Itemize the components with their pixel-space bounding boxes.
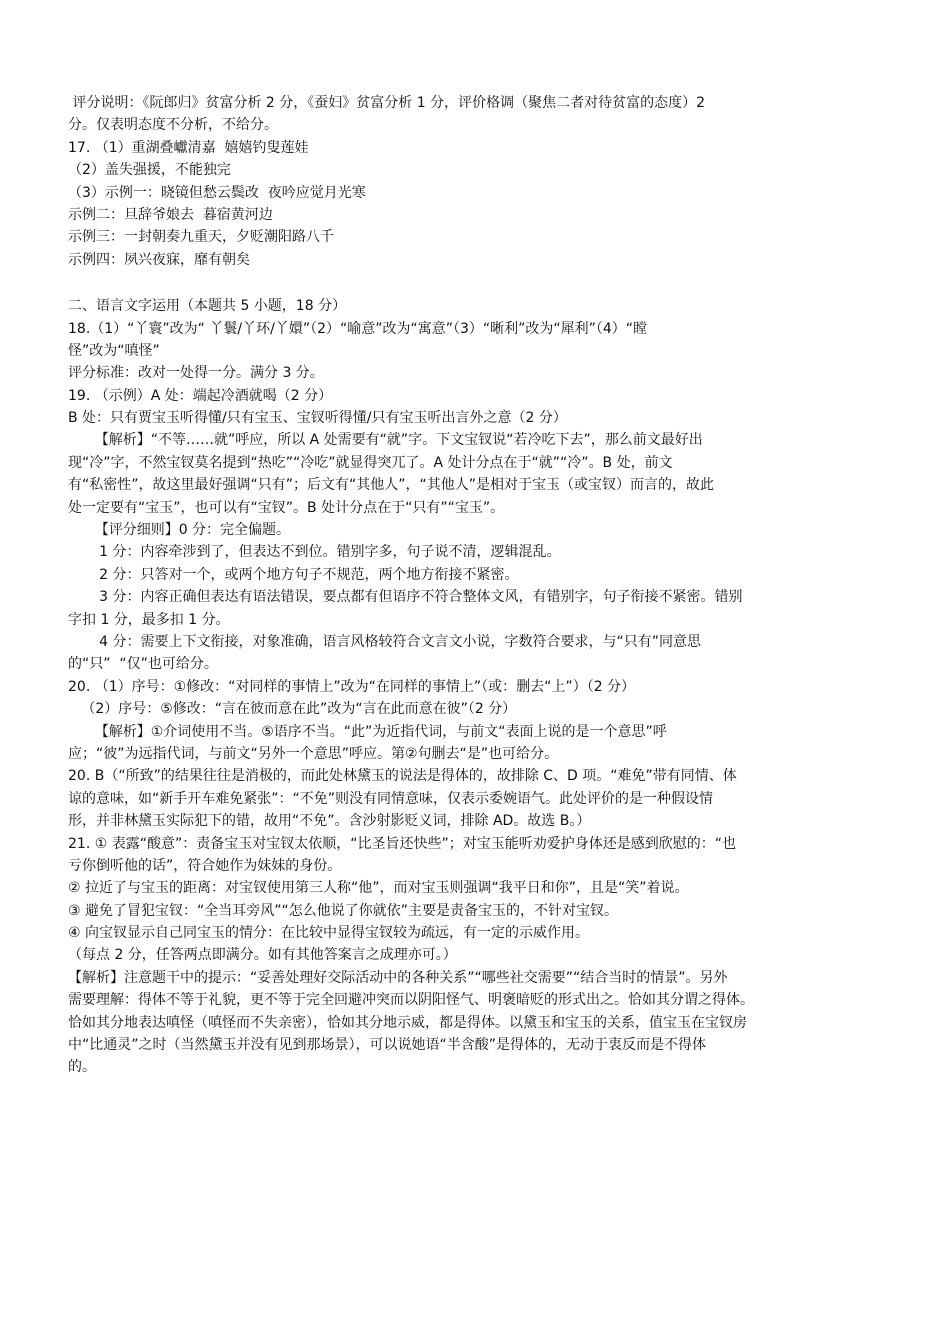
text-line: 亏你倒听他的话”，符合她作为妹妹的身份。 xyxy=(68,857,342,874)
text-line: 19. （示例）A 处：端起冷酒就喝（2 分） xyxy=(68,387,333,404)
text-line: 18.（1）“丫寰”改为“ 丫鬟/丫环/丫嬛”（2）“喻意”改为“寓意”（3）“晰利”改为“犀利”（4）“瞠 xyxy=(68,320,648,337)
blank-line xyxy=(68,271,888,295)
text-line: （2）盖失强援，不能独完 xyxy=(68,162,231,179)
text-line: 怪”改为“嗔怪” xyxy=(68,342,160,359)
text-line: 4 分：需要上下文衔接，对象准确，语言风格较符合文言文小说，字数符合要求，与“只有”同意思 xyxy=(68,633,702,650)
text-line: 分。仅表明态度不分析，不给分。 xyxy=(68,117,278,134)
text-line: 2 分：只答对一个，或两个地方句子不规范，两个地方衔接不紧密。 xyxy=(68,566,519,583)
text-line: ② 拉近了与宝玉的距离：对宝钗使用第三人称“他”，而对宝玉则强调“我平日和你”，且是“笑”着说。 xyxy=(68,880,689,897)
text-line: 的“只” “仅”也可给分。 xyxy=(68,656,218,673)
text-line: 21. ① 表露“酸意”：责备宝玉对宝钗太依顺，“比圣旨还快些”；对宝玉能听劝爱护身体还是感到欣慰的：“也 xyxy=(68,835,736,852)
text-line: 的。 xyxy=(68,1059,96,1076)
text-line: （3）示例一：晓镜但愁云鬓改 夜吟应觉月光寒 xyxy=(68,184,366,201)
text-line: 形，并非林黛玉实际犯下的错，故用“不免”。含沙射影贬义词，排除 AD。故选 B。） xyxy=(68,813,591,830)
text-line: 字扣 1 分，最多扣 1 分。 xyxy=(68,611,230,628)
text-line: 【评分细则】0 分：完全偏题。 xyxy=(68,522,291,539)
text-line: 1 分：内容牵涉到了，但表达不到位。错别字多，句子说不清，逻辑混乱。 xyxy=(68,544,561,561)
text-line: 示例三：一封朝奏九重天，夕贬潮阳路八千 xyxy=(68,229,334,246)
text-line: 20. B（“所致”的结果往往是消极的，而此处林黛玉的说法是得体的，故排除 C、D 项。“难免”带有同情、体 xyxy=(68,768,737,785)
text-line: （2）序号：⑤修改：“言在彼而意在此”改为“言在此而意在彼”（2 分） xyxy=(68,701,517,718)
text-line: 现“冷”字，不然宝钗莫名提到“热吃”“冷吃”就显得突兀了。A 处计分点在于“就”“冷”。B 处，前文 xyxy=(68,454,673,471)
text-line: 有“私密性”，故这里最好强调“只有”；后文有“其他人”，“其他人”是相对于宝玉（或宝钗）而言的，故此 xyxy=(68,477,715,494)
text-line: 谅的意味，如“新手开车难免紧张”：“不免”则没有同情意味，仅表示委婉语气。此处评价的是一种假设情 xyxy=(68,790,714,807)
text-line: 示例二：旦辞爷娘去 暮宿黄河边 xyxy=(68,206,273,223)
text-line: 恰如其分地表达嗔怪（嗔怪而不失亲密），恰如其分地示威，都是得体。以黛玉和宝玉的关系，值宝玉在宝钗房 xyxy=(68,1014,747,1031)
text-line: B 处：只有贾宝玉听得懂/只有宝玉、宝钗听得懂/只有宝玉听出言外之意（2 分） xyxy=(68,410,567,427)
text-line: 中“比通灵”之时（当然黛玉并没有见到那场景），可以说她语“半含酸”是得体的，无动于衷反而是不得体 xyxy=(68,1037,707,1054)
text-line: 示例四：夙兴夜寐，靡有朝矣 xyxy=(68,251,250,268)
text-line: ④ 向宝钗显示自己同宝玉的情分：在比较中显得宝钗较为疏远，有一定的示威作用。 xyxy=(68,925,589,942)
document-body xyxy=(68,92,888,1079)
text-line: 评分标准：改对一处得一分。满分 3 分。 xyxy=(68,365,324,382)
section-heading: 二、语言文字运用（本题共 5 小题，18 分） xyxy=(68,298,347,315)
text-line: ③ 避免了冒犯宝钗：“全当耳旁风”“怎么他说了你就依”主要是责备宝玉的，不针对宝钗。 xyxy=(68,902,619,919)
text-line: （每点 2 分，任答两点即满分。如有其他答案言之成理亦可。） xyxy=(68,947,457,964)
text-line: 【解析】注意题干中的提示：“妥善处理好交际活动中的各种关系”“哪些社交需要”“结合当时的情景”。另外 xyxy=(68,969,728,986)
text-line: 【解析】①介词使用不当。⑤语序不当。“此”为近指代词，与前文“表面上说的是一个意思”呼 xyxy=(68,723,667,740)
text-line: 20. （1）序号：①修改：“对同样的事情上”改为“在同样的事情上”（或：删去“上”）（2 分） xyxy=(68,678,636,695)
text-line: 应；“彼”为远指代词，与前文“另外一个意思”呼应。第②句删去“是”也可给分。 xyxy=(68,745,559,762)
text-line: 3 分：内容正确但表达有语法错误，要点都有但语序不符合整体文风，有错别字，句子衔接不紧密。错别 xyxy=(68,589,743,606)
text-line: 处一定要有“宝玉”，也可以有“宝钗”。B 处计分点在于“只有”“宝玉”。 xyxy=(68,499,505,516)
text-line: 【解析】“不等……就”呼应，所以 A 处需要有“就”字。下文宝钗说“若冷吃下去”，那么前文最好出 xyxy=(68,432,703,449)
text-line: 17. （1）重湖叠巘清嘉 嬉嬉钓叟莲娃 xyxy=(68,139,309,156)
text-line: 评分说明：《阮郎归》贫富分析 2 分，《蚕妇》贫富分析 1 分，评价格调（聚焦二者对待贫富的态度）2 xyxy=(68,95,705,111)
text-line: 需要理解：得体不等于礼貌，更不等于完全回避冲突而以阴阳怪气、明褒暗贬的形式出之。恰如其分谓之得体。 xyxy=(68,992,754,1009)
